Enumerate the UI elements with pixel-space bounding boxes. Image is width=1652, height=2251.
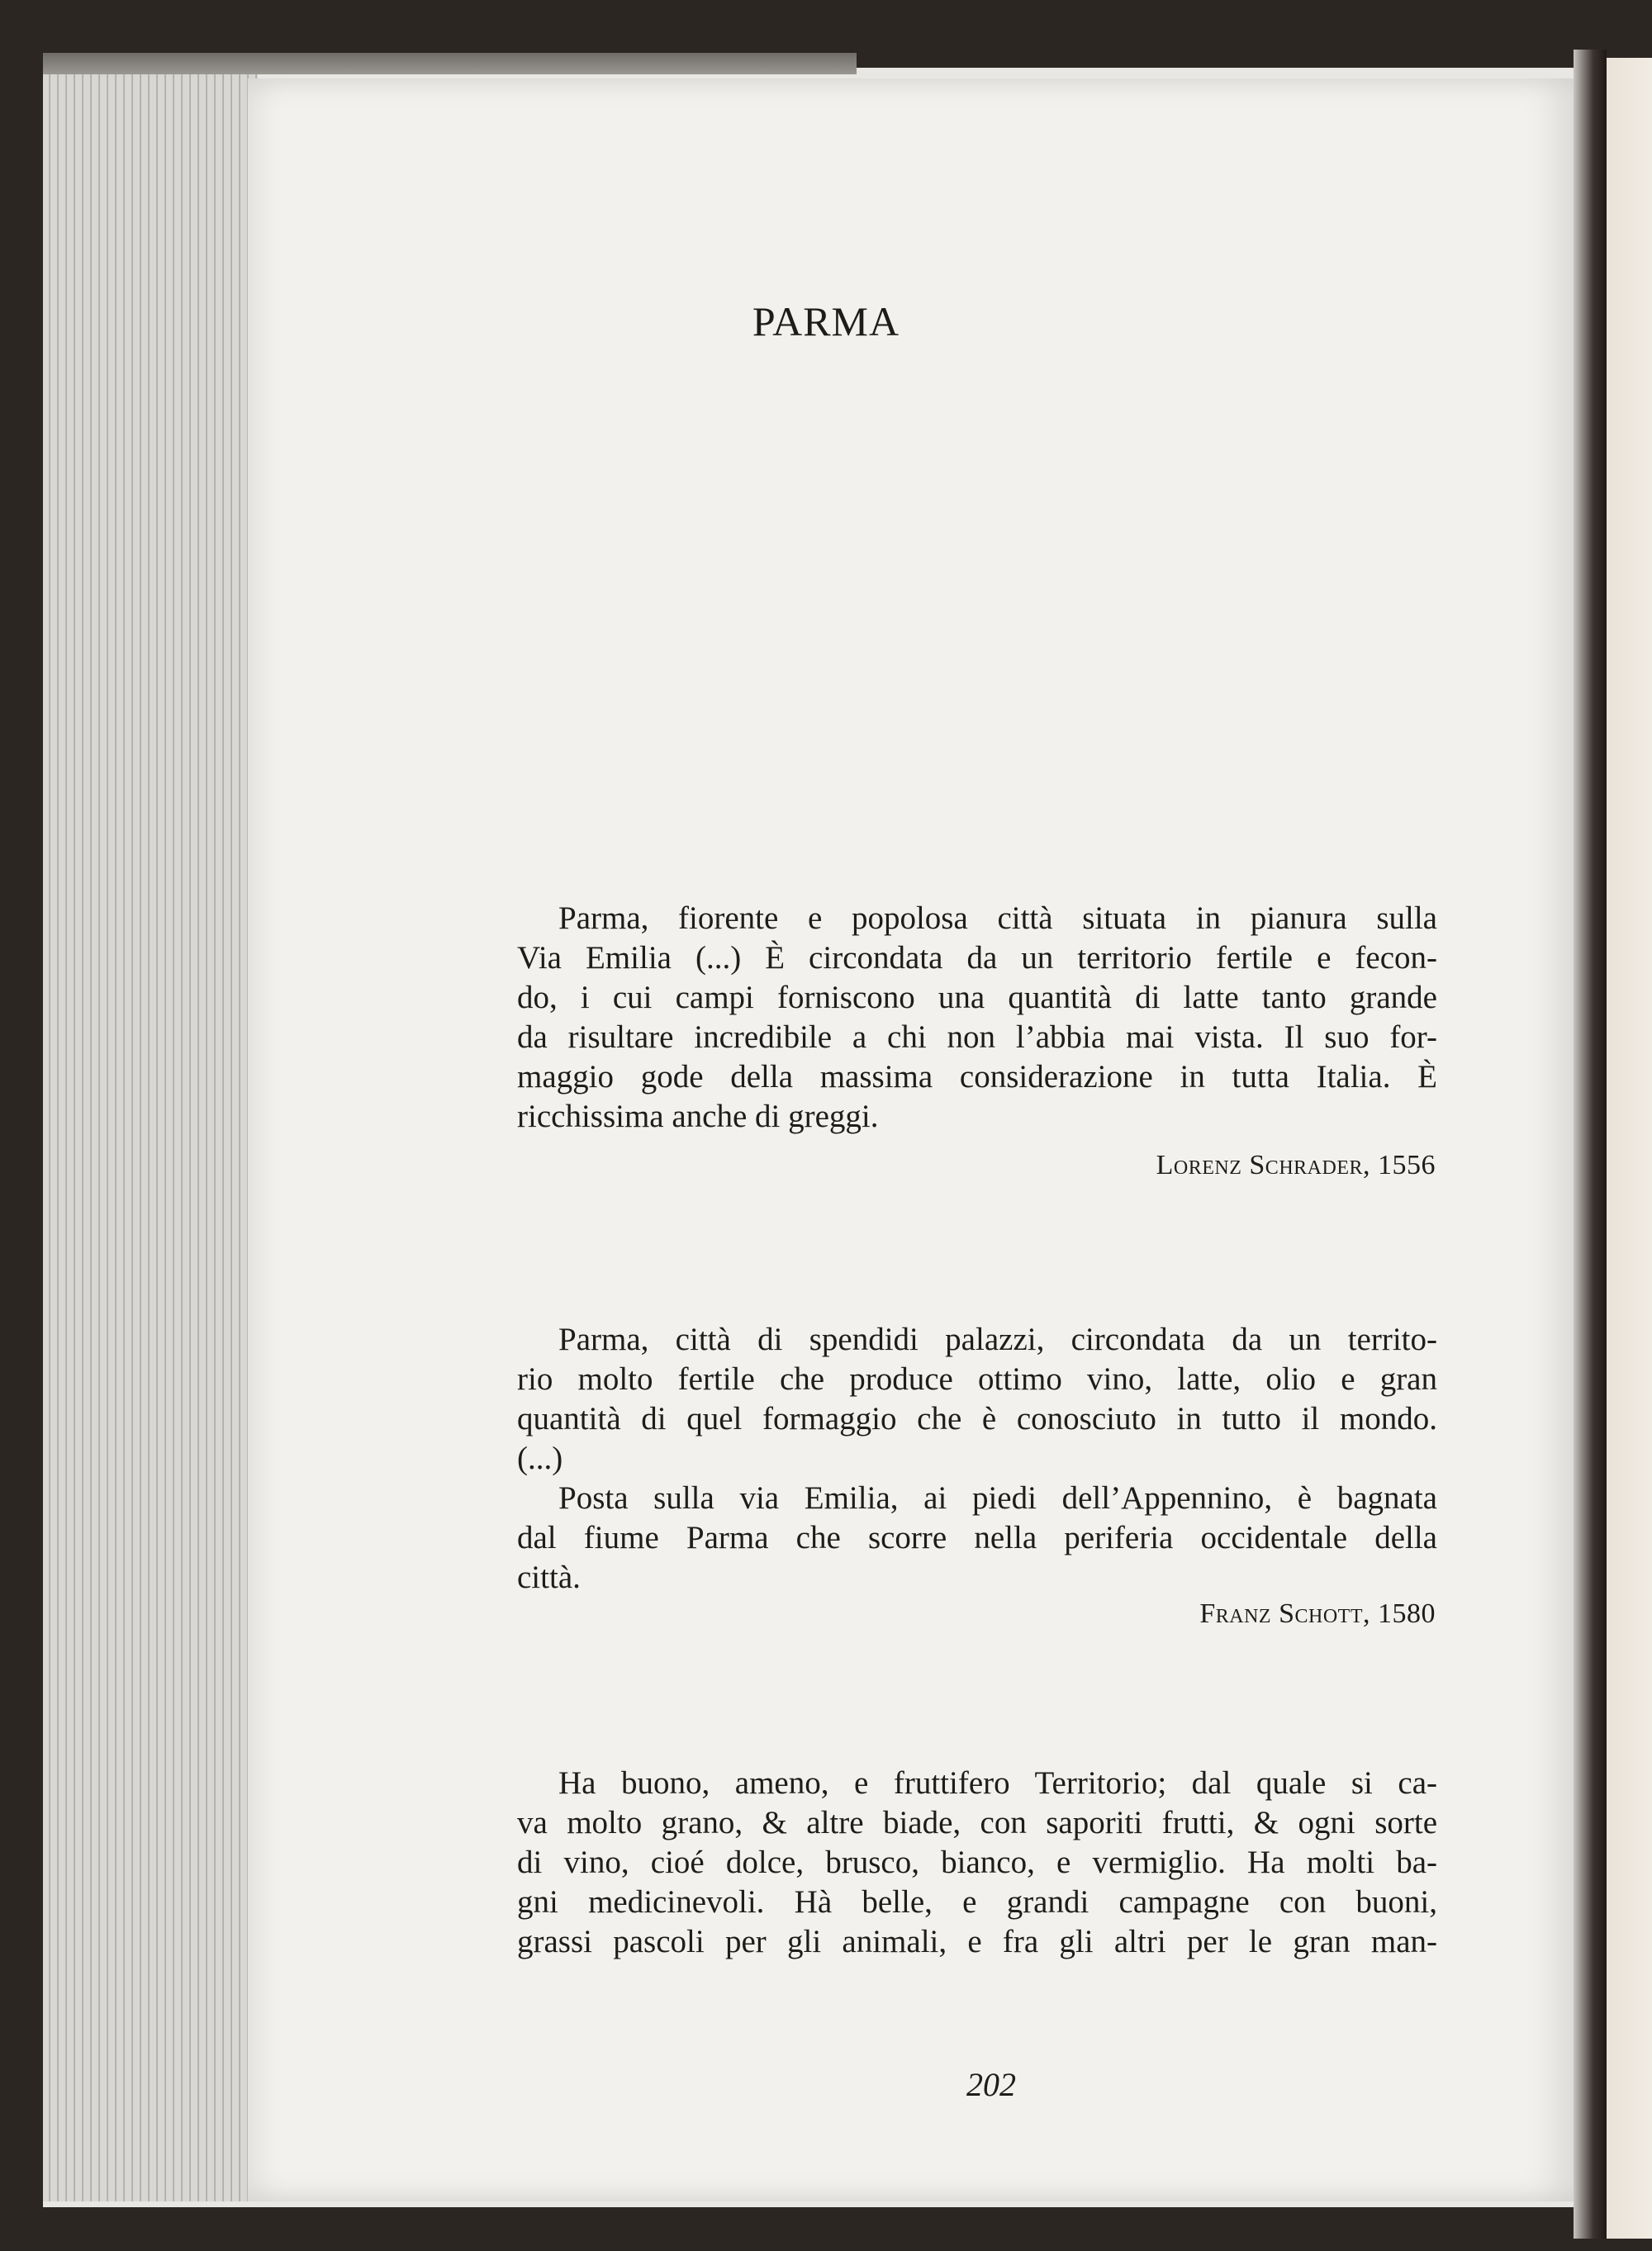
text-line: da risultare incredibile a chi non l’abbia mai vista. Il suo for-	[517, 1019, 1437, 1055]
text-line: maggio gode della massima considerazione in tutta Italia. È	[517, 1059, 1437, 1095]
attribution: Franz Schott, 1580	[1199, 1598, 1436, 1629]
page-edge-band	[43, 53, 857, 74]
text-line: rio molto fertile che produce ottimo vino, latte, olio e gran	[517, 1361, 1437, 1397]
facing-page	[1607, 58, 1652, 2239]
excerpt-2	[517, 1320, 1437, 1598]
text-line: (...)	[517, 1441, 563, 1476]
text-line: ricchissima anche di greggi.	[517, 1099, 879, 1134]
page-number: 202	[966, 2066, 1016, 2103]
book-gutter	[1574, 50, 1607, 2239]
page-stack-edges	[43, 74, 258, 2201]
excerpt-1	[517, 899, 1437, 1137]
text-line: Ha buono, ameno, e fruttifero Territorio; dal quale si ca-	[558, 1765, 1437, 1801]
page-title: PARMA	[752, 298, 900, 344]
text-line: do, i cui campi forniscono una quantità di latte tanto grande	[517, 980, 1437, 1015]
attribution: Lorenz Schrader, 1556	[1156, 1150, 1436, 1180]
text-line: gni medicinevoli. Hà belle, e grandi campagne con buoni,	[517, 1884, 1437, 1920]
text-line: città.	[517, 1560, 581, 1595]
text-line: Via Emilia (...) È circondata da un territorio fertile e fecon-	[517, 940, 1437, 976]
text-line: grassi pascoli per gli animali, e fra gli altri per le gran man-	[517, 1924, 1437, 1959]
text-line: dal fiume Parma che scorre nella periferia occidentale della	[517, 1520, 1437, 1555]
text-line: va molto grano, & altre biade, con saporiti frutti, & ogni sorte	[517, 1805, 1437, 1840]
text-line: Parma, città di spendidi palazzi, circondata da un territo-	[558, 1322, 1437, 1357]
text-line: di vino, cioé dolce, brusco, bianco, e vermiglio. Ha molti ba-	[517, 1845, 1437, 1880]
excerpt-3	[517, 1764, 1437, 1962]
text-line: quantità di quel formaggio che è conosciuto in tutto il mondo.	[517, 1401, 1437, 1437]
text-line: Parma, fiorente e popolosa città situata in pianura sulla	[558, 900, 1437, 936]
text-line: Posta sulla via Emilia, ai piedi dell’Appennino, è bagnata	[558, 1480, 1437, 1516]
